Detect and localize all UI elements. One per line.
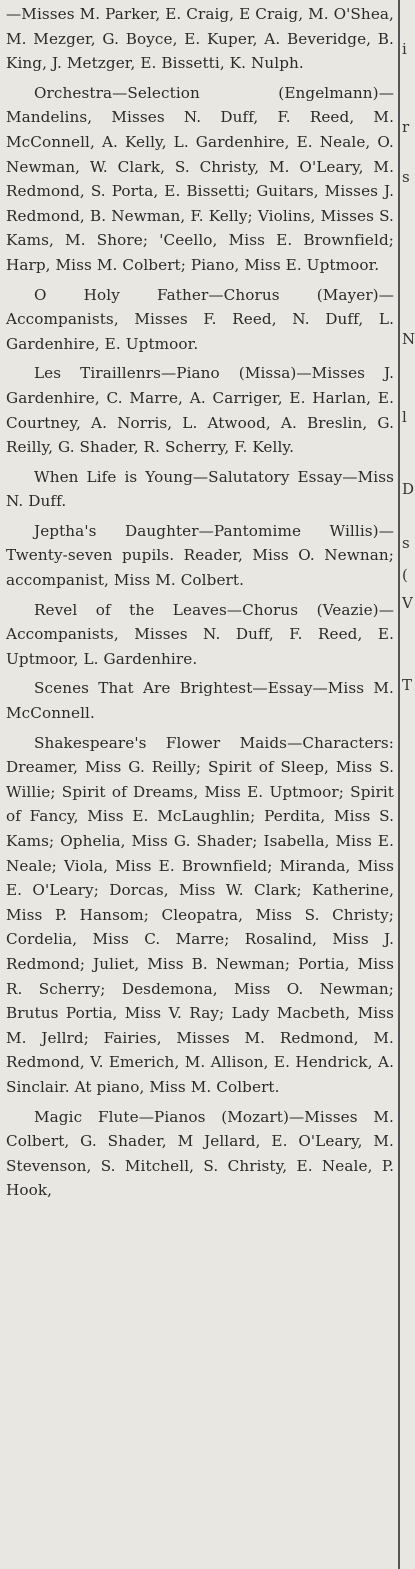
paragraph-7: Revel of the Leaves—Chorus (Veazie)—Accompanists, Misses N. Duff, F. Reed, E. Uptmoor, L. Gardenhire. [6, 600, 394, 668]
adjacent-column-fragment: s [402, 534, 410, 552]
adjacent-column-fragment: s [402, 168, 410, 186]
adjacent-column-fragment: i [402, 40, 407, 58]
paragraph-10: Magic Flute—Pianos (Mozart)—Misses M. Colbert, G. Shader, M Jellard, E. O'Leary, M. Stevenson, S. Mitchell, S. Christy, E. Neale, P. Hook, [6, 1107, 394, 1200]
adjacent-column-fragment: l [402, 408, 407, 426]
column-rule [398, 0, 400, 1569]
paragraph-8: Scenes That Are Brightest—Essay—Miss M. McConnell. [6, 679, 394, 723]
paragraph-2: Orchestra—Selection (Engelmann)—Mandelins, Misses N. Duff, F. Reed, M. McConnell, A. Kelly, L. Gardenhire, E. Neale, O. Newman, W. Clark, S. Christy, M. O'Leary, M. Redmond, S. Porta, E. Bissetti; Guitars, Misses J. Redmond, B. Newman, F. Kelly; Violins, Misses S. Kams, M. Shore; 'Ceello, Miss E. Brownfield; Harp, Miss M. Colbert; Piano, Miss E. Uptmoor. [6, 83, 394, 274]
paragraph-6: Jeptha's Daughter—Pantomime Willis)—Twenty-seven pupils. Reader, Miss O. Newnan; accompanist, Miss M. Colbert. [6, 521, 394, 590]
paragraph-3: O Holy Father—Chorus (Mayer)—Accompanists, Misses F. Reed, N. Duff, L. Gardenhire, E. Uptmoor. [6, 285, 394, 353]
paragraph-4: Les Tiraillenrs—Piano (Missa)—Misses J. Gardenhire, C. Marre, A. Carriger, E. Harlan, E. Courtney, A. Norris, L. Atwood, A. Breslin, G. Reilly, G. Shader, R. Scherry, F. Kelly. [6, 364, 394, 457]
adjacent-column-fragment: V [402, 594, 413, 612]
paragraph-9: Shakespeare's Flower Maids—Characters: Dreamer, Miss G. Reilly; Spirit of Sleep, Miss S. Willie; Spirit of Dreams, Miss E. Uptmoor; Spirit of Fancy, Miss E. McLaughlin; Perdita, Miss S. Kams; Ophelia, Miss G. Shader; Isabella, Miss E. Neale; Viola, Miss E. Brownfield; Miranda, Miss E. O'Leary; Dorcas, Miss W. Clark; Katherine, Miss P. Hansom; Cleopatra, Miss S. Christy; Cordelia, Miss C. Marre; Rosalind, Miss J. Redmond; Juliet, Miss B. Newman; Portia, Miss R. Scherry; Desdemona, Miss O. Newman; Brutus Portia, Miss V. Ray; Lady Macbeth, Miss M. Jellrd; Fairies, Misses M. Redmond, M. Redmond, V. Emerich, M. Allison, E. Hendrick, A. Sinclair. At piano, Miss M. Colbert. [6, 733, 394, 1096]
adjacent-column-fragment: D [402, 480, 415, 498]
adjacent-column-fragment: ( [402, 566, 408, 584]
paragraph-5: When Life is Young—Salutatory Essay—Miss N. Duff. [6, 467, 394, 511]
adjacent-column-fragment: r [402, 118, 410, 136]
paragraph-1: —Misses M. Parker, E. Craig, E Craig, M. O'Shea, M. Mezger, G. Boyce, E. Kuper, A. Beveridge, B. King, J. Metzger, E. Bissetti, K. Nulph. [6, 5, 394, 73]
adjacent-column-fragment: N [402, 330, 415, 348]
adjacent-column-fragment: T [402, 676, 413, 694]
article-column [6, 2, 394, 1203]
